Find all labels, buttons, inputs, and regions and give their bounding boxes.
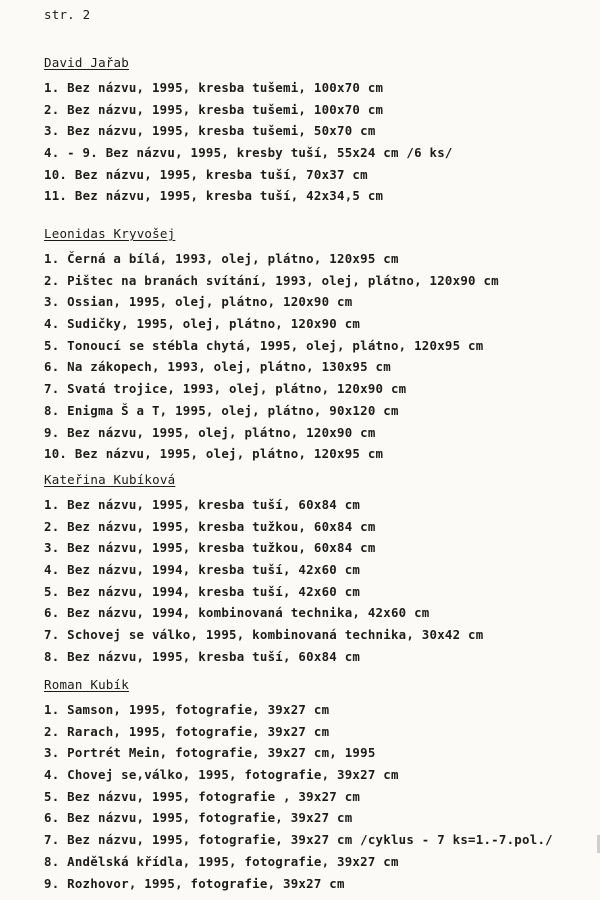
artwork-item: [44, 400, 594, 422]
artwork-item: [44, 443, 594, 465]
artwork-item: [44, 291, 594, 313]
item-number: 10.: [44, 166, 68, 182]
item-number: 8.: [44, 853, 60, 869]
artist-section-kryvosej: [44, 223, 594, 465]
artwork-item: [44, 742, 594, 764]
item-description: Bez názvu, 1995, kresba tužkou, 60x84 cm: [67, 518, 376, 534]
item-number: 7.: [44, 832, 60, 848]
artwork-item: [44, 807, 594, 829]
artwork-item: [44, 581, 594, 603]
artwork-item: [44, 164, 594, 186]
item-description: Černá a bílá, 1993, olej, plátno, 120x95 cm: [67, 251, 399, 266]
item-description: Bez názvu, 1994, kresba tuší, 42x60 cm: [67, 583, 361, 599]
item-description: Bez názvu, 1995, fotografie , 39x27 cm: [67, 788, 361, 804]
item-description: Andělská křídla, 1995, fotografie, 39x27 cm: [67, 853, 399, 869]
artwork-list: [44, 77, 594, 207]
artist-section-kubikova: [44, 469, 594, 668]
item-description: Sudičky, 1995, olej, plátno, 120x90 cm: [67, 316, 361, 332]
item-description: Pištec na branách svítání, 1993, olej, plátno, 120x90 cm: [67, 272, 499, 288]
item-number: 5.: [44, 788, 60, 804]
item-number: 2.: [44, 723, 60, 739]
artist-name: Kateřina Kubíková: [44, 472, 176, 487]
item-description: Bez názvu, 1994, kombinovaná technika, 42x60 cm: [67, 605, 430, 621]
item-description: Tonoucí se stébla chytá, 1995, olej, plátno, 120x95 cm: [67, 337, 484, 353]
item-number: 1.: [44, 702, 60, 717]
artwork-item: [44, 335, 594, 357]
artwork-item: [44, 559, 594, 581]
item-number: 1.: [44, 497, 60, 512]
item-number: 2.: [44, 272, 60, 288]
item-number: 5.: [44, 583, 60, 599]
artwork-item: [44, 516, 594, 538]
item-number: 11.: [44, 188, 68, 204]
item-description: Bez názvu, 1994, kresba tuší, 42x60 cm: [67, 562, 361, 578]
artwork-item: [44, 624, 594, 646]
item-number: 3.: [44, 745, 60, 761]
item-number: 5.: [44, 337, 60, 353]
artwork-item: [44, 356, 594, 378]
item-description: Bez názvu, 1995, kresba tuší, 42x34,5 cm: [74, 188, 384, 204]
item-number: 4. - 9.: [44, 145, 98, 161]
item-number: 7.: [44, 381, 60, 397]
artist-name: David Jařab: [44, 55, 129, 70]
artwork-list: [44, 248, 594, 465]
artwork-item: [44, 829, 594, 851]
item-description: Rozhovor, 1995, fotografie, 39x27 cm: [67, 875, 345, 891]
item-number: 3.: [44, 294, 60, 310]
item-number: 7.: [44, 627, 60, 643]
item-description: Bez názvu, 1995, kresba tuší, 60x84 cm: [67, 648, 361, 664]
artwork-item: [44, 602, 594, 624]
item-number: 8.: [44, 648, 60, 664]
item-description: Rarach, 1995, fotografie, 39x27 cm: [67, 723, 330, 739]
item-number: 2.: [44, 101, 60, 117]
item-description: Bez názvu, 1995, kresba tužkou, 60x84 cm: [67, 540, 376, 556]
item-number: 1.: [44, 251, 60, 266]
item-number: 2.: [44, 518, 60, 534]
item-number: 3.: [44, 540, 60, 556]
artwork-list: [44, 699, 594, 894]
artwork-item: [44, 185, 594, 207]
artwork-item: [44, 764, 594, 786]
item-number: 4.: [44, 767, 60, 783]
artist-name: Leonidas Kryvošej: [44, 226, 176, 241]
artwork-item: [44, 699, 594, 721]
artwork-item: [44, 786, 594, 808]
item-description: Bez názvu, 1995, fotografie, 39x27 cm: [67, 810, 353, 826]
artwork-item: [44, 378, 594, 400]
item-number: 9.: [44, 875, 60, 891]
item-description: Chovej se,válko, 1995, fotografie, 39x27 cm: [67, 767, 399, 783]
artwork-item: [44, 537, 594, 559]
artwork-item: [44, 99, 594, 121]
item-description: Svatá trojice, 1993, olej, plátno, 120x90 cm: [67, 381, 407, 397]
item-description: Bez názvu, 1995, kresba tuší, 60x84 cm: [67, 497, 361, 512]
item-description: Bez názvu, 1995, kresba tušemi, 100x70 cm: [67, 80, 384, 95]
item-number: 6.: [44, 359, 60, 375]
item-description: Bez názvu, 1995, kresby tuší, 55x24 cm /6 ks/: [105, 145, 453, 161]
artwork-item: [44, 646, 594, 668]
artist-name: Roman Kubík: [44, 677, 129, 692]
item-description: Bez názvu, 1995, fotografie, 39x27 cm /cyklus - 7 ks=1.-7.pol./: [67, 832, 553, 848]
item-description: Bez názvu, 1995, kresba tušemi, 50x70 cm: [67, 123, 376, 139]
artwork-item: [44, 142, 594, 164]
item-number: 4.: [44, 562, 60, 578]
item-number: 9.: [44, 424, 60, 440]
item-number: 10.: [44, 446, 68, 462]
artwork-item: [44, 270, 594, 292]
item-description: Samson, 1995, fotografie, 39x27 cm: [67, 702, 330, 717]
item-description: Enigma Š a T, 1995, olej, plátno, 90x120 cm: [67, 402, 399, 418]
item-description: Na zákopech, 1993, olej, plátno, 130x95 cm: [67, 359, 391, 375]
item-description: Bez názvu, 1995, olej, plátno, 120x95 cm: [74, 446, 384, 462]
artwork-item: [44, 873, 594, 895]
page-number: str. 2: [44, 7, 91, 22]
artist-section-kubik: [44, 674, 594, 894]
artwork-item: [44, 120, 594, 142]
item-number: 3.: [44, 123, 60, 139]
artwork-item: [44, 248, 594, 270]
item-description: Bez názvu, 1995, kresba tušemi, 100x70 cm: [67, 101, 384, 117]
artwork-item: [44, 494, 594, 516]
artwork-item: [44, 313, 594, 335]
item-description: Ossian, 1995, olej, plátno, 120x90 cm: [67, 294, 353, 310]
item-description: Schovej se válko, 1995, kombinovaná technika, 30x42 cm: [67, 627, 484, 643]
artist-section-jarab: [44, 52, 594, 207]
artwork-item: [44, 422, 594, 444]
item-number: 8.: [44, 402, 60, 418]
artwork-item: [44, 851, 594, 873]
item-number: 4.: [44, 316, 60, 332]
artwork-item: [44, 77, 594, 99]
item-number: 6.: [44, 605, 60, 621]
artwork-list: [44, 494, 594, 668]
item-description: Portrét Mein, fotografie, 39x27 cm, 1995: [67, 745, 376, 761]
item-description: Bez názvu, 1995, kresba tuší, 70x37 cm: [74, 166, 368, 182]
item-description: Bez názvu, 1995, olej, plátno, 120x90 cm: [67, 424, 376, 440]
artwork-item: [44, 721, 594, 743]
item-number: 1.: [44, 80, 60, 95]
item-number: 6.: [44, 810, 60, 826]
